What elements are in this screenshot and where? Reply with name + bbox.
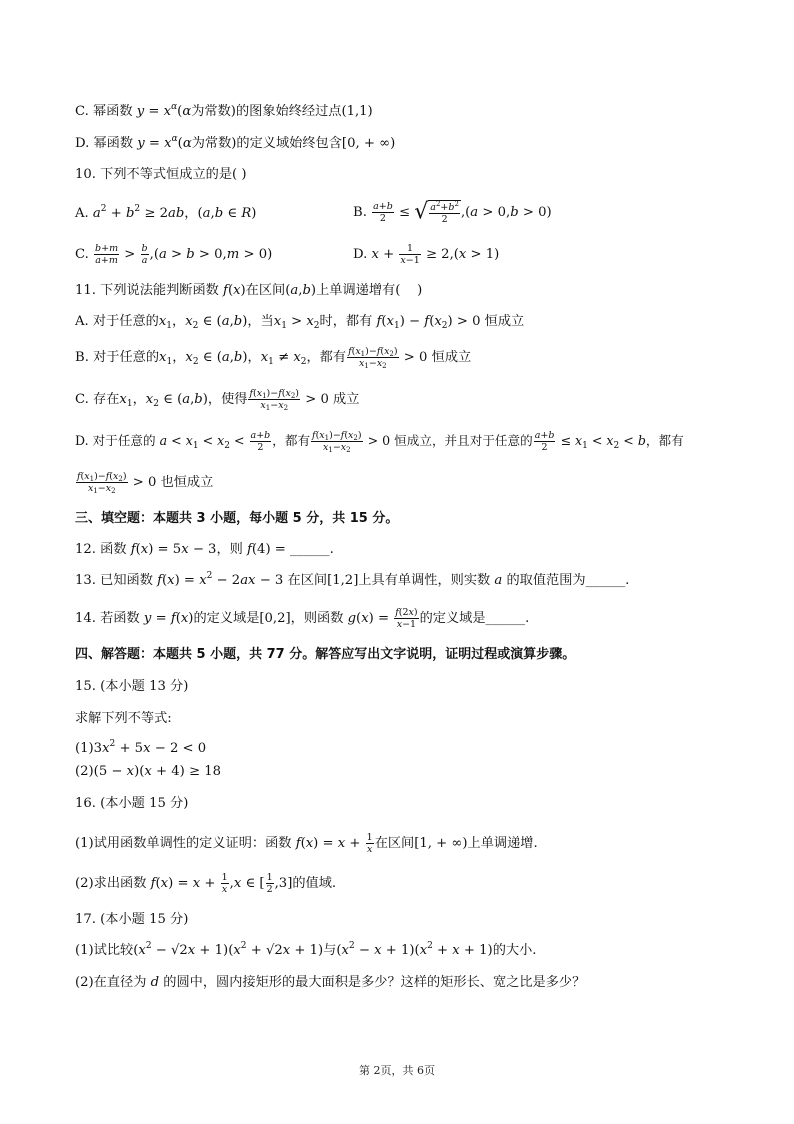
q15-part-2: (2)(5 − x)(x + 4) ≥ 18 [75, 764, 222, 779]
q11-option-c: C. 存在$x_1$，$x_2$ ∈ (a,b)，使得 $\frac{f(x_1)-f(x_2)}{x_1-x_2}$ > 0 成立 [75, 388, 360, 412]
q16-part-1: (1)试用函数单调性的定义证明：函数 f(x) = x + $\frac{1}{x}$ 在区间[1, + ∞)上单调递增. [75, 832, 538, 855]
q17-part-1: (1)试比较$(x^2 - √2x + 1)(x^2 + √2x + 1)$与$(x^2 - x + 1)(x^2 + x + 1)$的大小. [75, 941, 537, 958]
section-3-heading: 三、填空题：本题共 3 小题，每小题 5 分，共 15 分。 [75, 511, 399, 526]
q12: 12. 函数 f(x) = 5x − 3，则 f(4) = ______. [75, 542, 334, 557]
q15-intro: 求解下列不等式: [75, 711, 172, 726]
q10-option-b: B. $\frac{a+b}{2}$ ≤ √ $\frac{a^2+b^2}{2}$ ,(a > 0,b > 0) [353, 199, 552, 225]
q10-option-d: D. x + $\frac{1}{x-1}$ ≥ 2,(x > 1) [353, 243, 500, 266]
q10-stem: 10. 下列不等式恒成立的是( ) [75, 167, 247, 182]
q11-stem: 11. 下列说法能判断函数 f(x)在区间(a,b)上单调递增有( ) [75, 283, 423, 298]
q16-heading: 16. (本小题 15 分) [75, 796, 189, 811]
q13: 13. 已知函数 $f(x) = x^2 - 2ax - 3$ 在区间[1,2]上具有单调性，则实数 a 的取值范围为______. [75, 571, 630, 588]
q10-option-c: C. $\frac{b+m}{a+m}$ > $\frac{b}{a}$ ,(a > b > 0,m > 0) [75, 243, 273, 266]
q10-option-a: A. $a^2 + b^2 \ge 2ab$，(a,b ∈ R) [75, 204, 257, 221]
page-footer: 第 2页，共 6页 [359, 1064, 435, 1077]
q9-option-d: D. 幂函数 $y = x^\alpha(\alpha$为常数)的定义域始终包含[0, + ∞) [75, 134, 396, 151]
q15-part-1: $(1)3x^2 + 5x - 2 < 0$ [75, 739, 207, 756]
q17-part-2: (2)在直径为 d 的圆中，圆内接矩形的最大面积是多少？这样的矩形长、宽之比是多少？ [75, 975, 586, 990]
q16-part-2: (2)求出函数 f(x) = x + $\frac{1}{x}$ ,x ∈ [ $\frac{1}{2}$ ,3]的值域. [75, 872, 337, 895]
q11-option-a: A. 对于任意的$x_1$，$x_2$ ∈ (a,b)，当$x_1 > x_2$时，都有 $f(x_1) - f(x_2) > 0$ 恒成立 [75, 314, 525, 331]
q11-option-d-cont: $\frac{f(x_1)-f(x_2)}{x_1-x_2}$ > 0 也恒成立 [77, 471, 214, 495]
q11-option-b: B. 对于任意的$x_1$，$x_2$ ∈ (a,b)，$x_1 \ne x_2$，都有 $\frac{f(x_1)-f(x_2)}{x_1-x_2}$ > 0 恒成立 [75, 346, 472, 370]
q14: 14. 若函数 y = f(x)的定义域是[0,2]，则函数 g(x) = $\frac{f(2x)}{x-1}$ 的定义域是______. [75, 607, 530, 630]
q17-heading: 17. (本小题 15 分) [75, 912, 189, 927]
section-4-heading: 四、解答题：本题共 5 小题，共 77 分。解答应写出文字说明，证明过程或演算步骤。 [75, 647, 576, 662]
q11-option-d: D. 对于任意的 $a < x_1 < x_2$ < $\frac{a+b}{2}$ ，都有 $\frac{f(x_1)-f(x_2)}{x_1-x_2}$ > 0 恒成立，并且对于任意的 $\frac{a+b}{2}$ ≤ $x_1 < x_2 < b$，都有 [75, 430, 684, 454]
q9-option-c: C. 幂函数 $y = x^\alpha(\alpha$为常数)的图象始终经过点(1,1) [75, 102, 373, 119]
q15-heading: 15. (本小题 13 分) [75, 679, 189, 694]
